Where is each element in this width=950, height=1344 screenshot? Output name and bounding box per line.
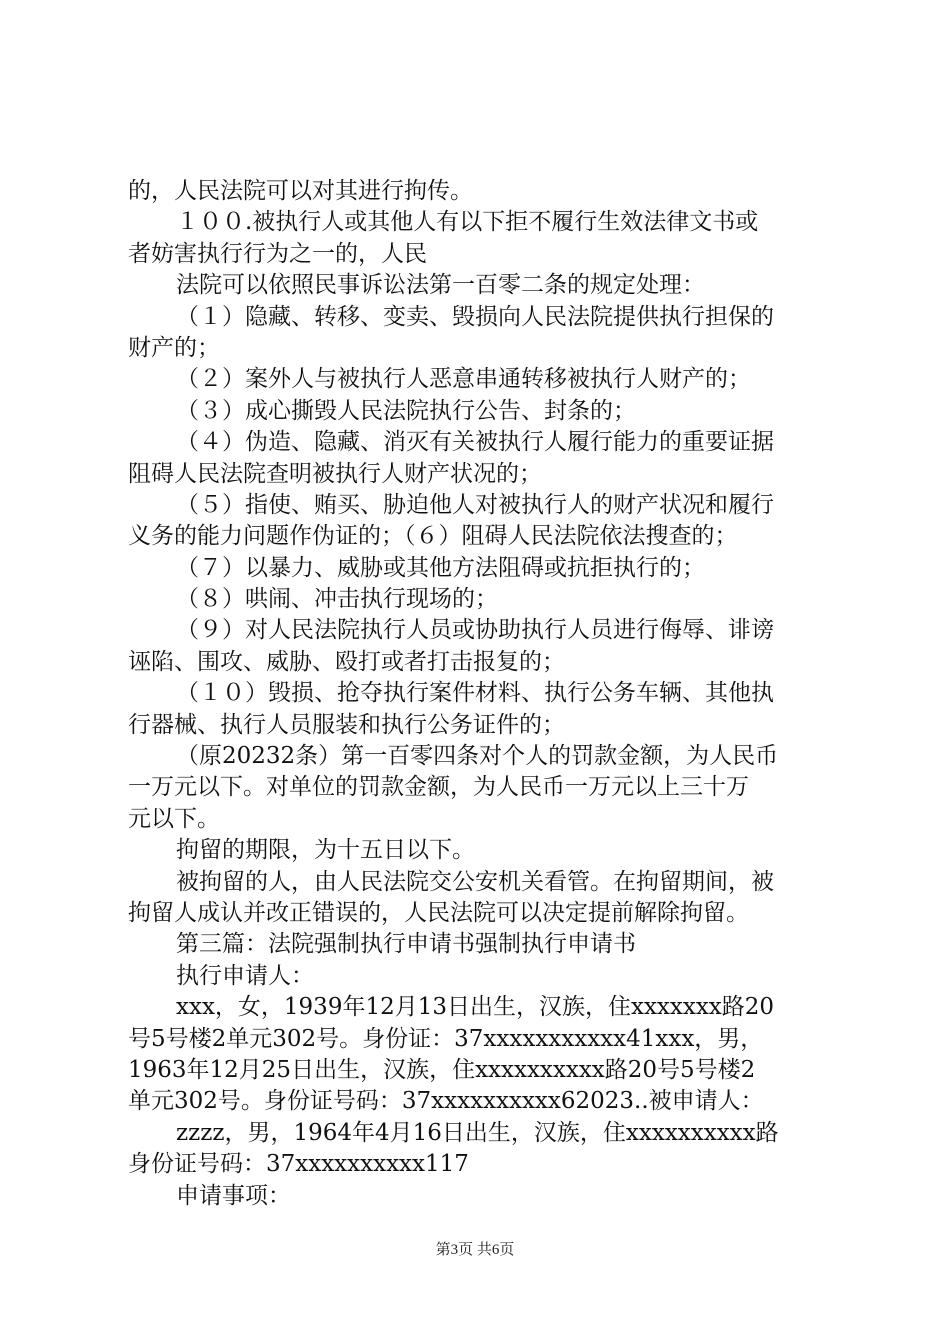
text-line: 行器械、执行人员服装和执行公务证件的； [128,711,565,738]
text-line: １００.被执行人或其他人有以下拒不履行生效法律文书或 [176,209,759,236]
text-line: 者妨害执行行为之一的，人民 [128,240,427,267]
text-line: （１０）毁损、抢夺执行案件材料、执行公务车辆、其他执 [176,680,774,707]
text-line: （９）对人民法院执行人员或协助执行人员进行侮辱、诽谤 [176,617,774,644]
text-line: 被拘留的人，由人民法院交公安机关看管。在拘留期间，被 [176,868,774,895]
text-line: 诬陷、围攻、威胁、殴打或者打击报复的； [128,648,565,675]
text-line: 义务的能力问题作伪证的；（６）阻碍人民法院依法搜查的； [128,523,738,550]
text-line: 1963年12月25日出生，汉族，住xxxxxxxxxx路20号5号楼2 [128,1056,756,1083]
text-line: 阻碍人民法院查明被执行人财产状况的； [128,460,542,487]
text-line: 身份证号码：37xxxxxxxxxx117 [128,1151,469,1178]
text-line: 号5号楼2单元302号。身份证：37xxxxxxxxxxx41xxx，男， [128,1025,764,1052]
text-line: 元以下。 [128,805,220,832]
text-line: （５）指使、贿买、胁迫他人对被执行人的财产状况和履行 [176,491,774,518]
document-body [128,176,838,1212]
text-line: 单元302号。身份证号码：37xxxxxxxxxx62023..被申请人： [128,1088,764,1115]
text-line: 法院可以依照民事诉讼法第一百零二条的规定处理： [176,272,705,299]
text-line: 的，人民法院可以对其进行拘传。 [128,178,473,204]
text-line: 第三篇：法院强制执行申请书强制执行申请书 [176,931,636,958]
text-line: 一万元以下。对单位的罚款金额，为人民币一万元以上三十万 [128,774,749,801]
text-line: 申请事项： [176,1182,291,1209]
text-line: （４）伪造、隐藏、消灭有关被执行人履行能力的重要证据 [176,429,774,456]
text-line: （２）案外人与被执行人恶意串通转移被执行人财产的； [176,366,751,393]
text-line: 拘留人成认并改正错误的，人民法院可以决定提前解除拘留。 [128,899,749,926]
text-line: （３）成心撕毁人民法院执行公告、封条的； [176,397,636,424]
text-line: （８）哄闹、冲击执行现场的； [176,586,498,613]
text-line: 财产的； [128,334,220,361]
text-line: 执行申请人： [176,962,314,989]
text-line: （７）以暴力、威胁或其他方法阻碍或抗拒执行的； [176,554,705,581]
text-line: zzzz，男，1964年4月16日出生，汉族，住xxxxxxxxxx路 [176,1119,779,1146]
text-line: 拘留的期限，为十五日以下。 [176,837,475,864]
text-line: xxx，女，1939年12月13日出生，汉族，住xxxxxxx路20 [176,994,775,1021]
page-footer: 第3页 共6页 [435,1242,515,1258]
text-line: （１）隐藏、转移、变卖、毁损向人民法院提供执行担保的 [176,303,774,330]
text-line: （原20232条）第一百零四条对个人的罚款金额，为人民币 [176,743,779,770]
